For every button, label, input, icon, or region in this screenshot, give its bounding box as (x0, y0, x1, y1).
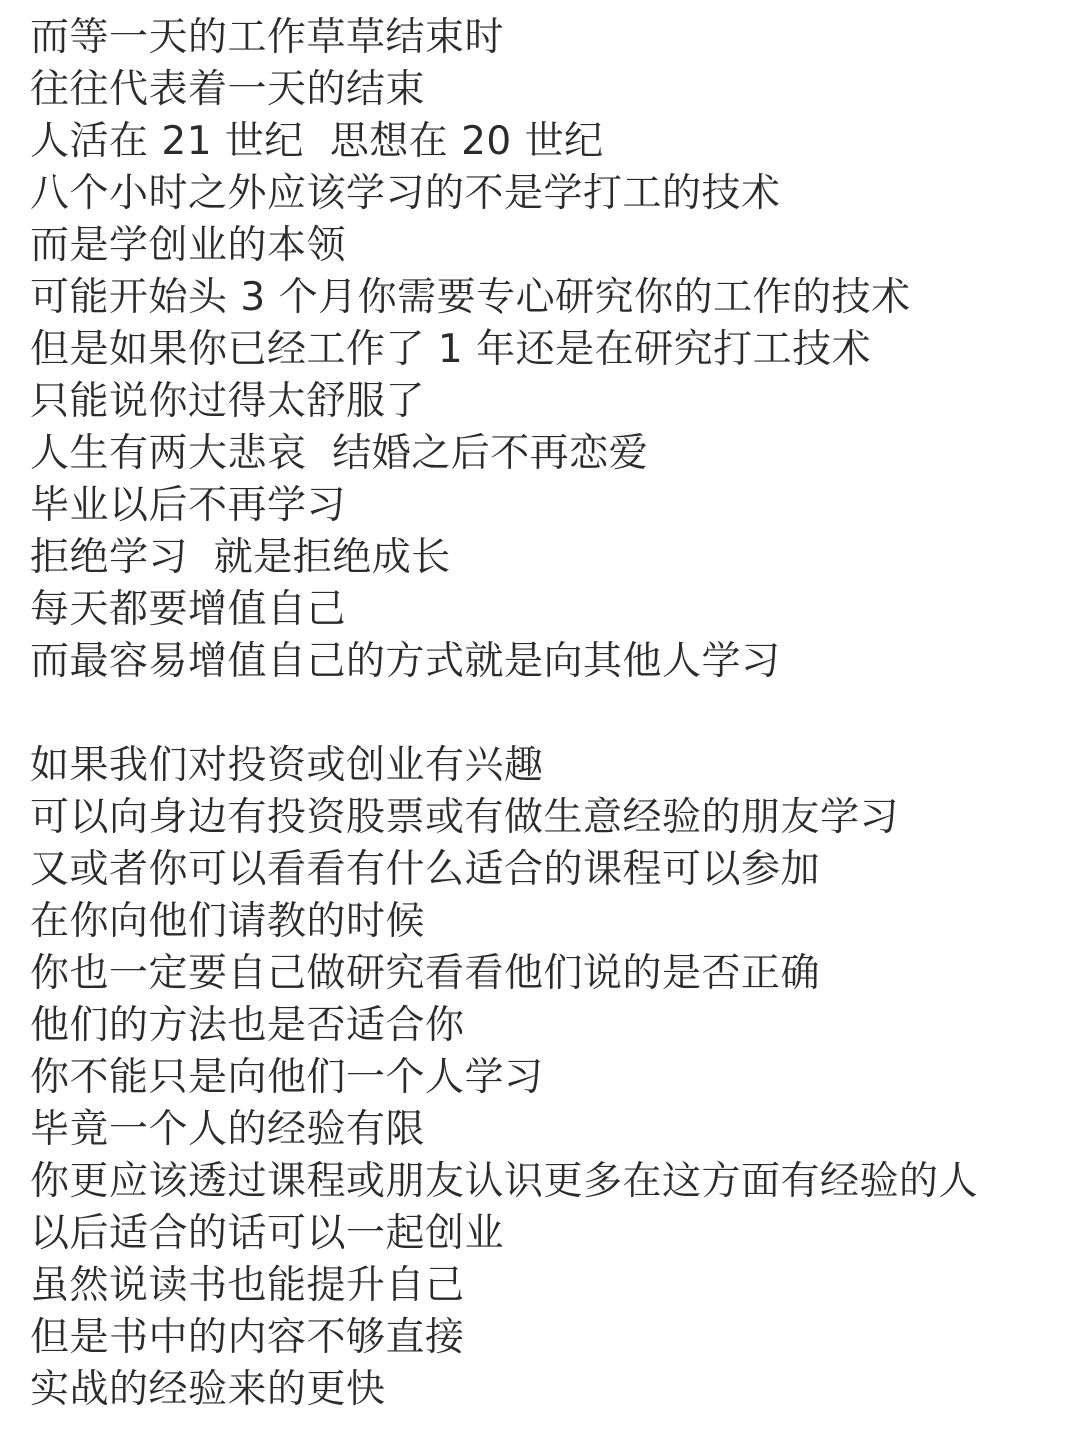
text-line: 虽然说读书也能提升自己 (30, 1263, 465, 1308)
text-line: 毕竟一个人的经验有限 (30, 1107, 426, 1152)
text-line: 但是如果你已经工作了 1 年还是在研究打工技术 (30, 327, 872, 372)
text-line: 而是学创业的本领 (30, 223, 347, 268)
text-line: 拒绝学习 就是拒绝成长 (30, 535, 451, 580)
text-line: 你也一定要自己做研究看看他们说的是否正确 (30, 951, 821, 996)
text-line: 他们的方法也是否适合你 (30, 1003, 465, 1048)
text-line: 而最容易增值自己的方式就是向其他人学习 (30, 639, 781, 684)
text-line: 又或者你可以看看有什么适合的课程可以参加 (30, 847, 821, 892)
paragraph-1 (30, 12, 1070, 688)
text-line: 每天都要增值自己 (30, 587, 347, 632)
text-line: 但是书中的内容不够直接 (30, 1315, 465, 1360)
paragraph-gap (30, 688, 1070, 740)
text-line: 在你向他们请教的时候 (30, 899, 426, 944)
text-line: 以后适合的话可以一起创业 (30, 1211, 505, 1256)
text-line: 而等一天的工作草草结束时 (30, 15, 505, 60)
text-line: 毕业以后不再学习 (30, 483, 347, 528)
text-line: 往往代表着一天的结束 (30, 67, 426, 112)
paragraph-2 (30, 740, 1070, 1416)
text-line: 八个小时之外应该学习的不是学打工的技术 (30, 171, 781, 216)
text-line: 你更应该透过课程或朋友认识更多在这方面有经验的人 (30, 1159, 979, 1204)
text-line: 实战的经验来的更快 (30, 1367, 386, 1412)
text-line: 可以向身边有投资股票或有做生意经验的朋友学习 (30, 795, 900, 840)
text-line: 你不能只是向他们一个人学习 (30, 1055, 544, 1100)
text-line: 人生有两大悲哀 结婚之后不再恋爱 (30, 431, 649, 476)
article-text (30, 12, 1070, 1416)
text-line: 人活在 21 世纪 思想在 20 世纪 (30, 119, 604, 164)
text-line: 如果我们对投资或创业有兴趣 (30, 743, 544, 788)
text-line: 可能开始头 3 个月你需要专心研究你的工作的技术 (30, 275, 911, 320)
text-line: 只能说你过得太舒服了 (30, 379, 426, 424)
